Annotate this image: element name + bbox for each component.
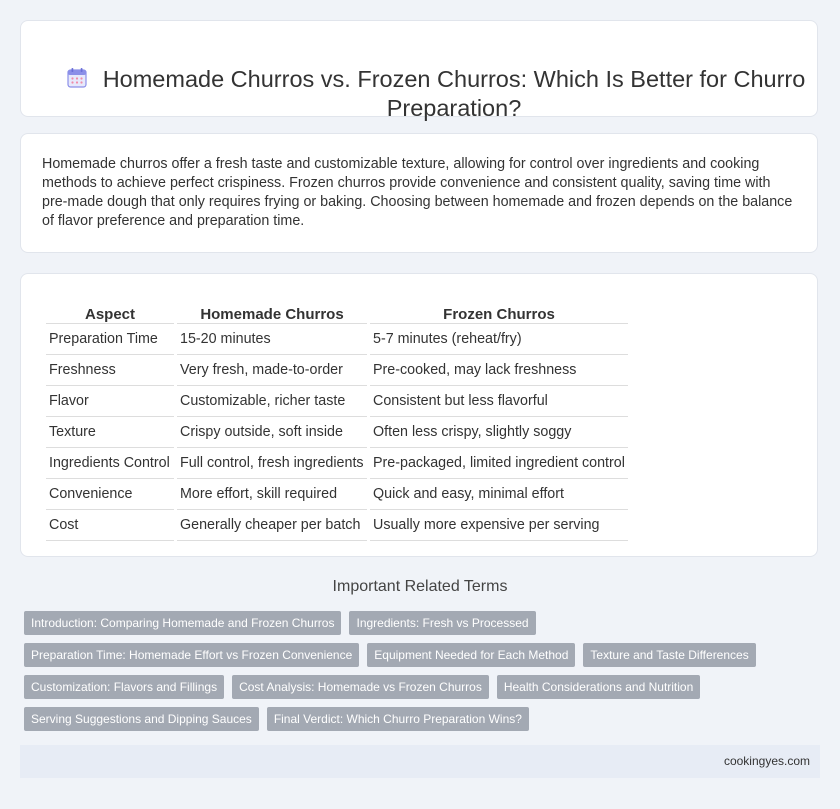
table-cell-aspect: Freshness [46, 355, 174, 386]
table-cell-aspect: Convenience [46, 479, 174, 510]
title-card [20, 20, 818, 121]
comparison-table [43, 294, 631, 541]
table-row [46, 510, 628, 541]
column-header-frozen: Frozen Churros [370, 294, 628, 324]
tag-row [24, 707, 814, 731]
tag-row [24, 643, 814, 667]
table-cell-frozen: Often less crispy, slightly soggy [370, 417, 628, 448]
tag-link[interactable]: Preparation Time: Homemade Effort vs Frozen Convenience [24, 643, 359, 667]
related-terms-list [24, 611, 814, 739]
tag-row [24, 675, 814, 699]
table-cell-frozen: Pre-cooked, may lack freshness [370, 355, 628, 386]
table-cell-homemade: 15-20 minutes [177, 324, 367, 355]
table-row [46, 448, 628, 479]
tag-link[interactable]: Texture and Taste Differences [583, 643, 755, 667]
tag-link[interactable]: Serving Suggestions and Dipping Sauces [24, 707, 259, 731]
table-cell-homemade: Customizable, richer taste [177, 386, 367, 417]
table-cell-aspect: Texture [46, 417, 174, 448]
table-cell-aspect: Cost [46, 510, 174, 541]
column-header-aspect: Aspect [46, 294, 174, 324]
tag-link[interactable]: Customization: Flavors and Fillings [24, 675, 224, 699]
table-cell-homemade: Full control, fresh ingredients [177, 448, 367, 479]
table-cell-homemade: More effort, skill required [177, 479, 367, 510]
tag-link[interactable]: Equipment Needed for Each Method [367, 643, 575, 667]
table-cell-aspect: Preparation Time [46, 324, 174, 355]
calendar-icon [66, 67, 88, 89]
tag-link[interactable]: Introduction: Comparing Homemade and Frozen Churros [24, 611, 341, 635]
page-title: Homemade Churros vs. Frozen Churros: Which Is Better for Churro Preparation? [102, 66, 806, 121]
table-cell-frozen: Pre-packaged, limited ingredient control [370, 448, 628, 479]
tag-link[interactable]: Health Considerations and Nutrition [497, 675, 700, 699]
table-cell-aspect: Ingredients Control [46, 448, 174, 479]
table-cell-frozen: Usually more expensive per serving [370, 510, 628, 541]
table-row [46, 386, 628, 417]
table-cell-homemade: Very fresh, made-to-order [177, 355, 367, 386]
table-cell-frozen: Consistent but less flavorful [370, 386, 628, 417]
column-header-homemade: Homemade Churros [177, 294, 367, 324]
footer [20, 745, 820, 778]
comparison-card [20, 273, 818, 557]
table-cell-homemade: Crispy outside, soft inside [177, 417, 367, 448]
intro-card [20, 133, 818, 253]
table-row [46, 355, 628, 386]
footer-site-name: cookingyes.com [723, 754, 810, 768]
table-row [46, 479, 628, 510]
table-row [46, 417, 628, 448]
table-row [46, 324, 628, 355]
table-cell-homemade: Generally cheaper per batch [177, 510, 367, 541]
tag-link[interactable]: Ingredients: Fresh vs Processed [349, 611, 535, 635]
table-cell-frozen: 5-7 minutes (reheat/fry) [370, 324, 628, 355]
related-terms-heading: Important Related Terms [332, 578, 508, 595]
tag-link[interactable]: Cost Analysis: Homemade vs Frozen Churros [232, 675, 489, 699]
table-cell-aspect: Flavor [46, 386, 174, 417]
table-cell-frozen: Quick and easy, minimal effort [370, 479, 628, 510]
tag-link[interactable]: Final Verdict: Which Churro Preparation Wins? [267, 707, 529, 731]
table-header-row [46, 294, 628, 324]
intro-paragraph: Homemade churros offer a fresh taste and customizable texture, allowing for control over ingredients and cooking methods to achieve perfect crispiness. Frozen churros provide convenience and consistent quality, saving time with pre-made dough that only requires frying or baking. Choosing between homemade and frozen depends on the balance of flavor preference and preparation time. [42, 156, 793, 229]
tag-row [24, 611, 814, 635]
